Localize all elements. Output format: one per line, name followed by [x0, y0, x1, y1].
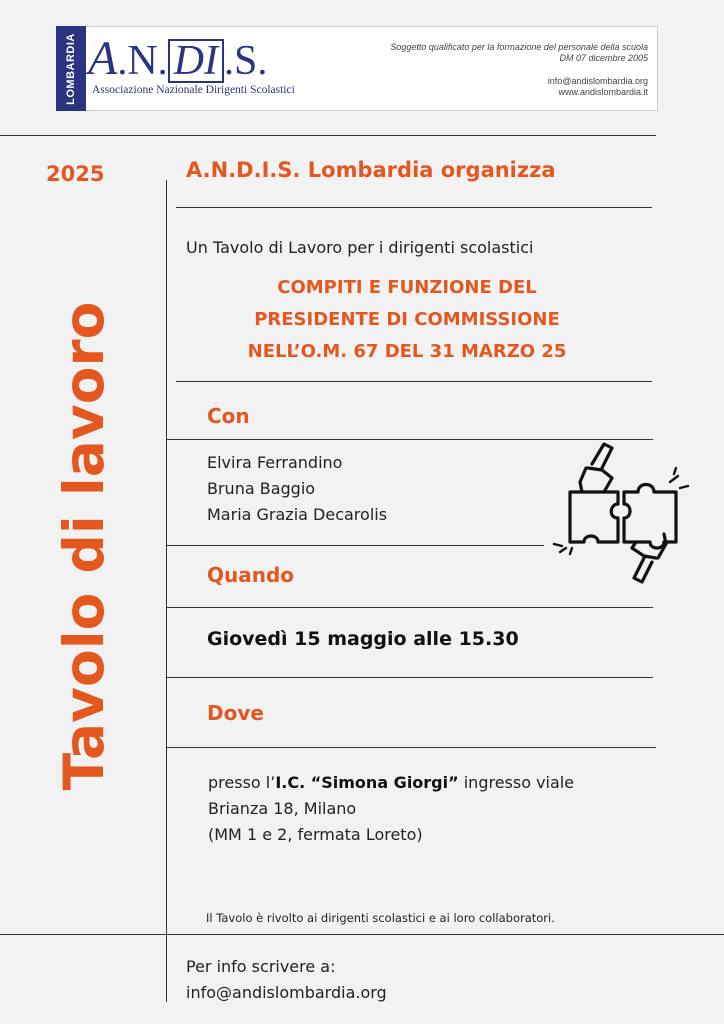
info-label: Per info scrivere a: [186, 957, 336, 976]
divider-title [176, 381, 652, 382]
location-suffix: ingresso viale [458, 773, 575, 792]
logo-letter-s: S [234, 38, 258, 84]
divider-bottom [0, 934, 724, 935]
logo-letters-di: DI [168, 39, 224, 83]
qualification-line-1: Soggetto qualificato per la formazione del personale della scuola [390, 42, 648, 52]
event-title-line-3: NELL’O.M. 67 DEL 31 MARZO 25 [247, 341, 567, 362]
speakers-list [207, 450, 387, 528]
event-title-line-2: PRESIDENTE DI COMMISSIONE [254, 309, 560, 330]
audience-note: Il Tavolo è rivolto ai dirigenti scolastici e ai loro collaboratori. [206, 911, 555, 925]
speaker-item: Bruna Baggio [207, 479, 316, 498]
logo-subtitle: Associazione Nazionale Dirigenti Scolastici [92, 84, 295, 96]
speaker-item: Elvira Ferrandino [207, 453, 343, 472]
event-date: Giovedì 15 maggio alle 15.30 [207, 628, 519, 650]
event-location [208, 770, 628, 848]
divider-organizer [176, 207, 652, 208]
event-subtitle: Un Tavolo di Lavoro per i dirigenti scolastici [186, 238, 534, 257]
divider-speakers [166, 545, 544, 546]
con-label: Con [207, 404, 250, 428]
location-prefix: presso l’ [208, 773, 276, 792]
header-email[interactable]: info@andislombardia.org [547, 76, 648, 86]
divider-dove [166, 747, 656, 748]
location-line-1 [208, 770, 628, 796]
divider-when [166, 677, 653, 678]
info-email[interactable]: info@andislombardia.org [186, 983, 387, 1002]
event-title [168, 272, 646, 368]
logo-region-label: LOMBARDIA [65, 32, 77, 105]
andis-logo: A.N. DI .S. [88, 32, 268, 85]
event-year: 2025 [46, 162, 105, 186]
location-line-3: (MM 1 e 2, fermata Loreto) [208, 825, 423, 844]
location-line-2: Brianza 18, Milano [208, 799, 357, 818]
venue-name: I.C. “Simona Giorgi” [275, 773, 459, 792]
logo-region-tab [56, 26, 86, 111]
header-contact [330, 42, 648, 98]
organizer-heading: A.N.D.I.S. Lombardia organizza [186, 158, 556, 182]
vertical-divider [166, 180, 167, 1002]
vertical-title: Tavolo di lavoro [52, 301, 116, 791]
logo-letter-n: N [127, 38, 158, 84]
divider-top [0, 135, 656, 136]
qualification-line-2: DM 07 dicembre 2005 [559, 53, 648, 63]
info-block [186, 954, 387, 1006]
quando-label: Quando [207, 563, 295, 587]
divider-quando [166, 607, 653, 608]
event-title-line-1: COMPITI E FUNZIONE DEL [277, 277, 537, 298]
header-website[interactable]: www.andislombardia.it [558, 87, 648, 97]
speaker-item: Maria Grazia Decarolis [207, 505, 388, 524]
puzzle-hands-icon [552, 438, 692, 588]
dove-label: Dove [207, 701, 264, 725]
logo-letter-a: A [88, 32, 118, 85]
